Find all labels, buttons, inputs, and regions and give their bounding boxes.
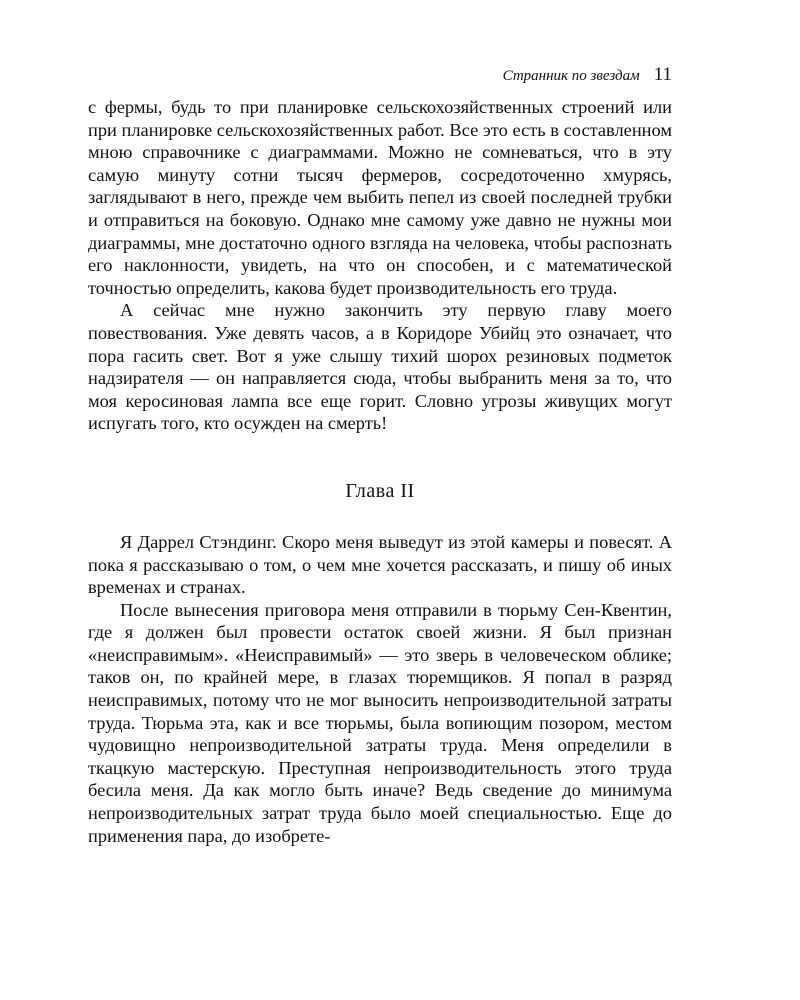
paragraph: После вынесения приговора меня отправили в тюрьму Сен-Квентин, где я должен был провести остаток своей жизни. Я был признан «неисправимым». «Неисправимый» — это зверь в человеческом облике; таков он, по крайней мере, в глазах тюремщиков. Я попал в разряд неисправимых, потому что не мог выносить непроизводительной затраты труда. Тюрьма эта, как и все тюрьмы, была вопиющим позором, местом чудовищно непроизводительной затраты труда. Меня определили в ткацкую мастерскую. Преступная непроизводительность этого труда бесила меня. Да как могло быть иначе? Ведь сведение до минимума непроизводительных затрат труда было моей специальностью. Еще до применения пара, до изобрете- bbox=[88, 599, 672, 846]
body-text bbox=[88, 96, 672, 847]
running-head bbox=[88, 64, 672, 94]
chapter-heading: Глава II bbox=[345, 479, 415, 502]
book-page bbox=[88, 64, 672, 847]
paragraph: А сейчас мне нужно закончить эту первую главу моего повествования. Уже девять часов, а в Коридоре Убийц это означает, что пора гасить свет. Вот я уже слышу тихий шорох резиновых подметок надзирателя — он направляется сюда, чтобы выбранить меня за то, что моя керосиновая лампа все еще горит. Словно угрозы живущих могут испугать того, кто осужден на смерть! bbox=[88, 300, 672, 434]
running-title: Странник по звездам bbox=[502, 68, 640, 84]
paragraph: Я Даррел Стэндинг. Скоро меня выведут из этой камеры и повесят. А пока я рассказываю о том, о чем мне хочется рассказать, и пишу об иных временах и странах. bbox=[88, 531, 672, 598]
paragraph-continuation: с фермы, будь то при планировке сельскохозяйственных строений или при планировке сельскохозяйственных работ. Все это есть в составленном мною справочнике с диаграммами. Можно не сомневаться, что в эту самую минуту сотни тысяч фермеров, сосредоточенно хмурясь, заглядывают в него, прежде чем выбить пепел из своей последней трубки и отправиться на боковую. Однако мне самому уже давно не нужны мои диаграммы, мне достаточно одного взгляда на человека, чтобы распознать его наклонности, увидеть, на что он способен, и с математической точностью определить, какова будет производительность его труда. bbox=[88, 97, 672, 298]
page-number: 11 bbox=[653, 64, 672, 85]
